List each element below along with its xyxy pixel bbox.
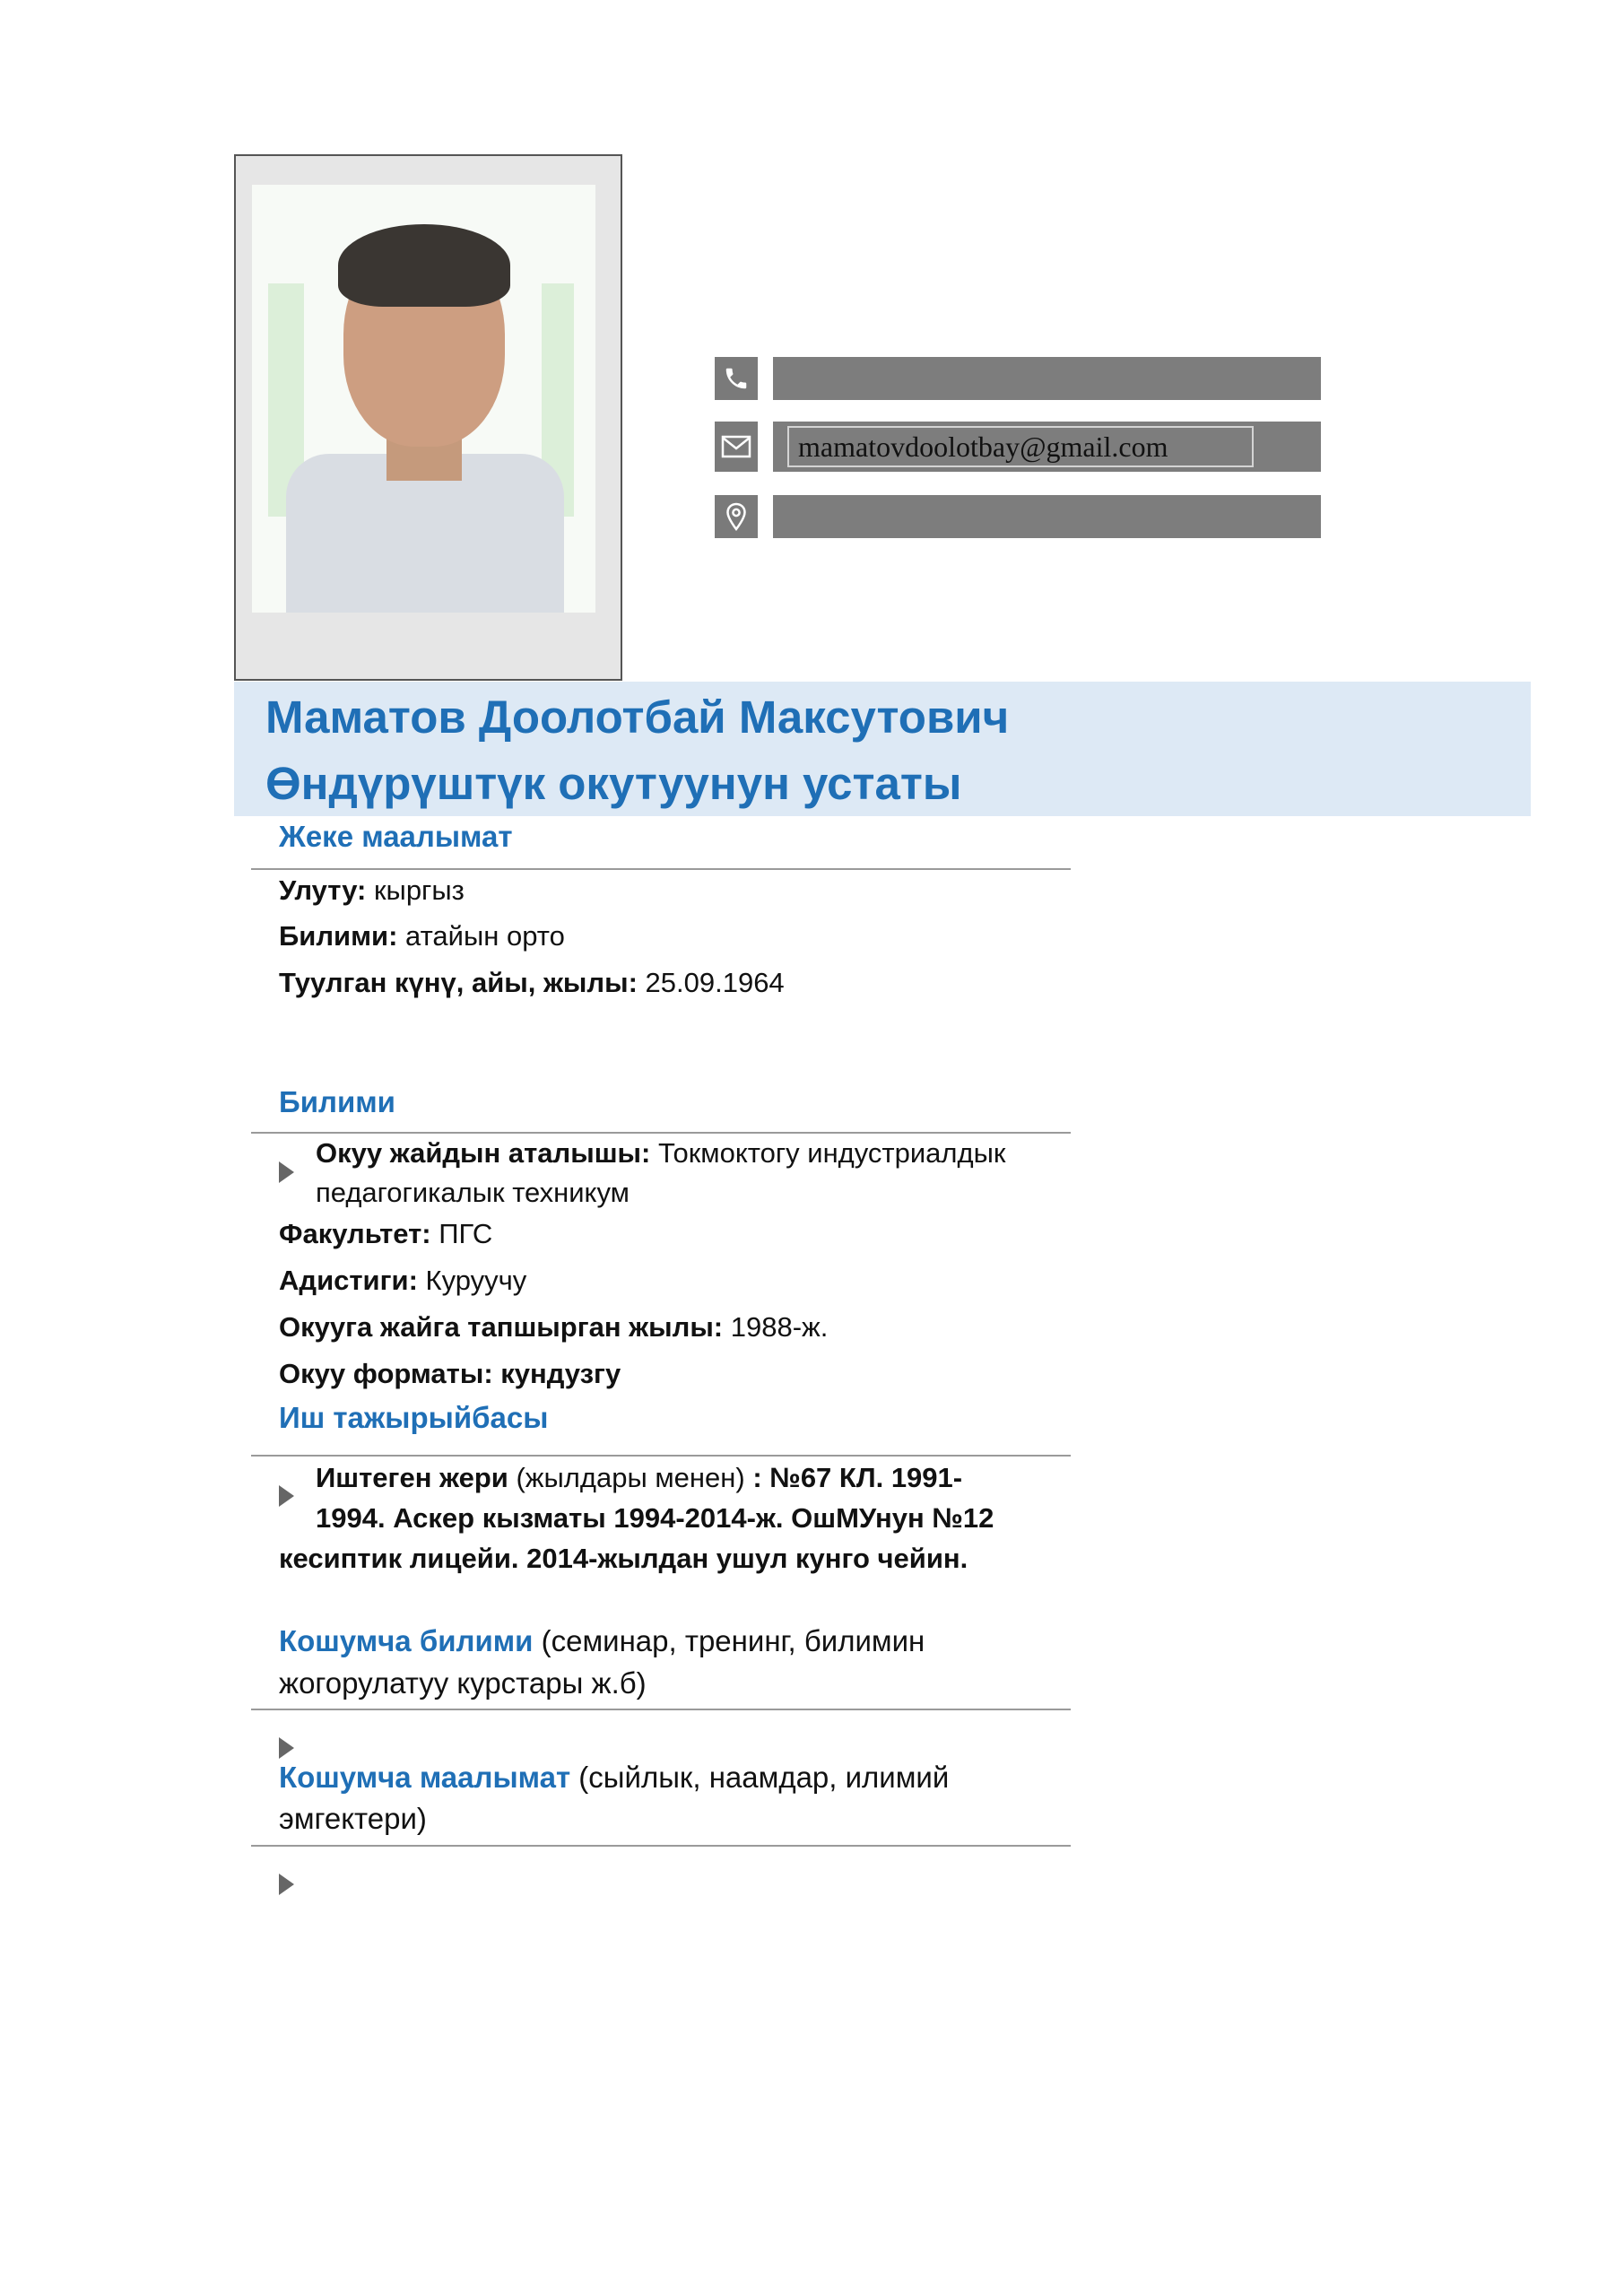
section-divider <box>251 868 1071 870</box>
section-title-additional-education: Кошумча билими (семинар, тренинг, билимин <box>279 1624 925 1657</box>
envelope-icon <box>715 422 758 472</box>
photo-image <box>252 185 595 613</box>
name-banner <box>234 682 1531 816</box>
job-position: Өндүрүштүк окутуунун устаты <box>265 758 962 809</box>
study-format-line: Окуу форматы: кундузгу <box>279 1358 621 1389</box>
nationality-line: Улуту: кыргыз <box>279 874 465 906</box>
admission-year-line: Окууга жайга тапшырган жылы: 1988-ж. <box>279 1311 829 1343</box>
section-divider <box>251 1845 1071 1847</box>
faculty-line: Факультет: ПГС <box>279 1218 493 1249</box>
work-history-line: Иштеген жери (жылдары менен) : №67 КЛ. 1991- <box>316 1462 963 1493</box>
section-title-experience: Иш тажырыйбасы <box>279 1401 549 1434</box>
education-level-line: Билими: атайын орто <box>279 920 565 952</box>
person-name: Маматов Доолотбай Максутович <box>265 691 1010 743</box>
section-divider <box>251 1132 1071 1134</box>
bullet-triangle-icon <box>279 1874 294 1895</box>
additional-info-note-cont: эмгектери) <box>279 1802 427 1835</box>
location-pin-icon <box>715 495 758 538</box>
address-field <box>773 495 1321 538</box>
photo-hair <box>338 224 510 307</box>
phone-icon <box>715 357 758 400</box>
section-title-personal: Жеке маалымат <box>279 820 513 853</box>
work-history-line-cont: 1994. Аскер кызматы 1994-2014-ж. ОшМУнун №12 <box>316 1502 994 1534</box>
bullet-triangle-icon <box>279 1737 294 1759</box>
specialty-line: Адистиги: Куруучу <box>279 1265 527 1296</box>
work-history-line-cont: кесиптик лицейи. 2014-жылдан ушул кунго чейин. <box>279 1543 968 1574</box>
email-text[interactable]: mamatovdoolotbay@gmail.com <box>787 426 1254 467</box>
profile-photo <box>234 154 622 681</box>
institution-line-cont: педагогикалык техникум <box>316 1177 630 1208</box>
bullet-triangle-icon <box>279 1161 294 1183</box>
section-divider <box>251 1455 1071 1457</box>
section-title-education: Билими <box>279 1085 395 1118</box>
email-field <box>773 422 1321 472</box>
section-divider <box>251 1709 1071 1710</box>
additional-education-note-cont: жогорулатуу курстары ж.б) <box>279 1666 647 1700</box>
bullet-triangle-icon <box>279 1485 294 1507</box>
institution-line: Окуу жайдын аталышы: Токмоктогу индустриалдык <box>316 1137 1006 1169</box>
section-title-additional-info: Кошумча маалымат (сыйлык, наамдар, илимий <box>279 1761 950 1794</box>
phone-field <box>773 357 1321 400</box>
birth-date-line: Туулган күнү, айы, жылы: 25.09.1964 <box>279 967 785 998</box>
